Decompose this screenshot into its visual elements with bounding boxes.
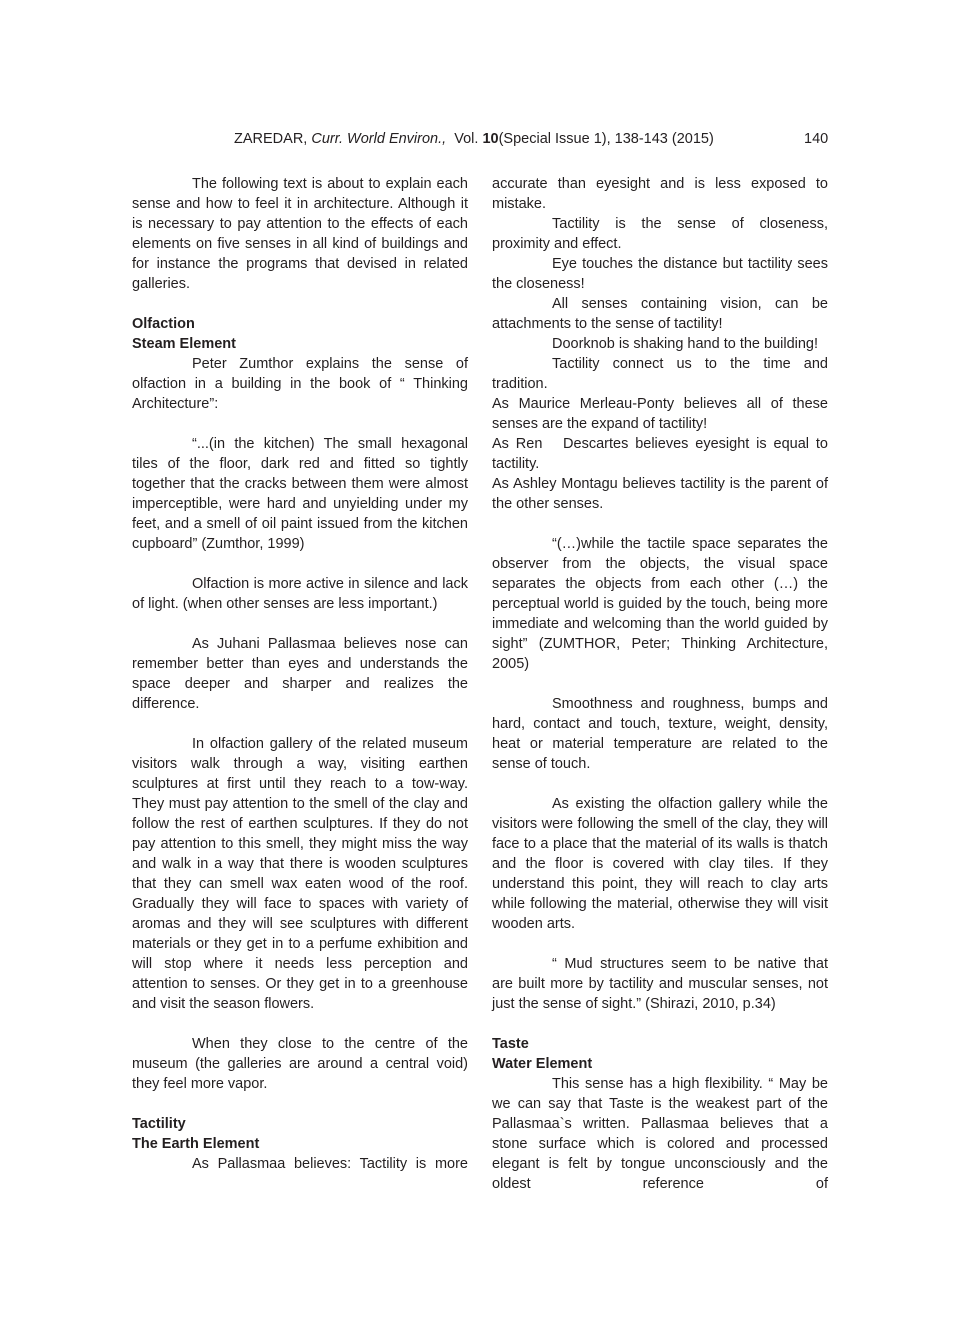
paragraph: All senses containing vision, can be attachments to the sense of tactility! <box>492 296 828 332</box>
paragraph: Tactility is the sense of closeness, proximity and effect. <box>492 216 828 252</box>
paragraph: As Ashley Montagu believes tactility is the parent of the other senses. <box>492 476 828 512</box>
running-header <box>0 129 960 149</box>
section-heading-tactility: Tactility <box>132 1116 186 1132</box>
left-column <box>132 174 468 1174</box>
paragraph: When they close to the centre of the museum (the galleries are around a central void) they feel more vapor. <box>132 1036 468 1092</box>
paragraph: This sense has a high flexibility. “ May be we can say that Taste is the weakest part of the Pallasmaa`s written. Pallasmaa believes that a stone surface which is colored and processed elegant is felt by tongue unconsciously and the oldest reference of <box>492 1076 828 1192</box>
volume-number: 10 <box>482 131 499 147</box>
journal-name: Curr. World Environ., <box>311 131 447 147</box>
intro-paragraph: The following text is about to explain each sense and how to feel it in architecture. Although it is necessary to pay attention to the effects of each elements on five senses in all kind of buildings and for instance the programs that devised in related galleries. <box>132 176 468 292</box>
page-number: 140 <box>804 131 829 147</box>
issue-pages-year: (Special Issue 1), 138-143 (2015) <box>498 131 714 147</box>
paragraph: Eye touches the distance but tactility sees the closeness! <box>492 256 828 292</box>
citation-line <box>234 129 714 149</box>
paragraph: Peter Zumthor explains the sense of olfaction in a building in the book of “ Thinking Architecture”: <box>132 356 468 412</box>
paragraph: Doorknob is shaking hand to the building! <box>552 336 819 352</box>
section-heading-taste: Taste <box>492 1036 529 1052</box>
subheading-earth-element: The Earth Element <box>132 1136 260 1152</box>
paragraph: As Juhani Pallasmaa believes nose can remember better than eyes and understands the space deeper and sharper and realizes the difference. <box>132 636 468 712</box>
author: ZAREDAR, <box>234 131 312 147</box>
paragraph: Smoothness and roughness, bumps and hard, contact and touch, texture, weight, density, heat or material temperature are related to the sense of touch. <box>492 696 828 772</box>
paragraph-continued: accurate than eyesight and is less exposed to mistake. <box>492 176 828 212</box>
section-heading-olfaction: Olfaction <box>132 316 195 332</box>
right-column <box>492 174 828 1194</box>
block-quote: “ Mud structures seem to be native that are built more by tactility and muscular senses, not just the sense of sight.” (Shirazi, 2010, p.34) <box>492 956 828 1012</box>
paragraph: Tactility connect us to the time and tradition. <box>492 356 828 392</box>
paragraph: In olfaction gallery of the related museum visitors walk through a way, visiting earthen sculptures at first until they reach to a tow-way. They must pay attention to the smell of the clay and follow the rest of earthen sculptures. If they do not pay attention to this smell, they might miss the way and walk in a way that there is wooden sculptures that they can smell wax eaten wood of the roof. Gradually they will face to spaces with variety of aromas and they will see sculptures with different materials or they get in to a perfume exhibition and will stop where it needs less perception and attention to senses. Or they get in to a greenhouse and visit the season flowers. <box>132 736 468 1012</box>
paragraph: As Maurice Merleau-Ponty believes all of these senses are the expand of tactility! <box>492 396 828 432</box>
volume-label: Vol. <box>446 131 483 147</box>
paragraph: As Pallasmaa believes: Tactility is more <box>192 1156 468 1172</box>
block-quote: “...(in the kitchen) The small hexagonal tiles of the floor, dark red and fitted so tightly together that the cracks between them were almost imperceptible, were hard and unyielding under my feet, and a smell of oil paint issued from the kitchen cupboard” (Zumthor, 1999) <box>132 436 468 552</box>
paragraph: As existing the olfaction gallery while the visitors were following the smell of the clay, they will face to a place that the material of its walls is thatch and the floor is covered with clay tiles. If they understand this point, they will reach to clay arts while following the material, otherwise they will visit wooden arts. <box>492 796 828 932</box>
subheading-water-element: Water Element <box>492 1056 593 1072</box>
subheading-steam-element: Steam Element <box>132 336 236 352</box>
paragraph: Olfaction is more active in silence and lack of light. (when other senses are less important.) <box>132 576 468 612</box>
block-quote: “(…)while the tactile space separates the observer from the objects, the visual space separates the objects from each other (…) the perceptual world is guided by the touch, being more immediate and welcoming than the world guided by sight” (ZUMTHOR, Peter; Thinking Architecture, 2005) <box>492 536 828 672</box>
paragraph: As Ren Descartes believes eyesight is equal to tactility. <box>492 436 828 472</box>
